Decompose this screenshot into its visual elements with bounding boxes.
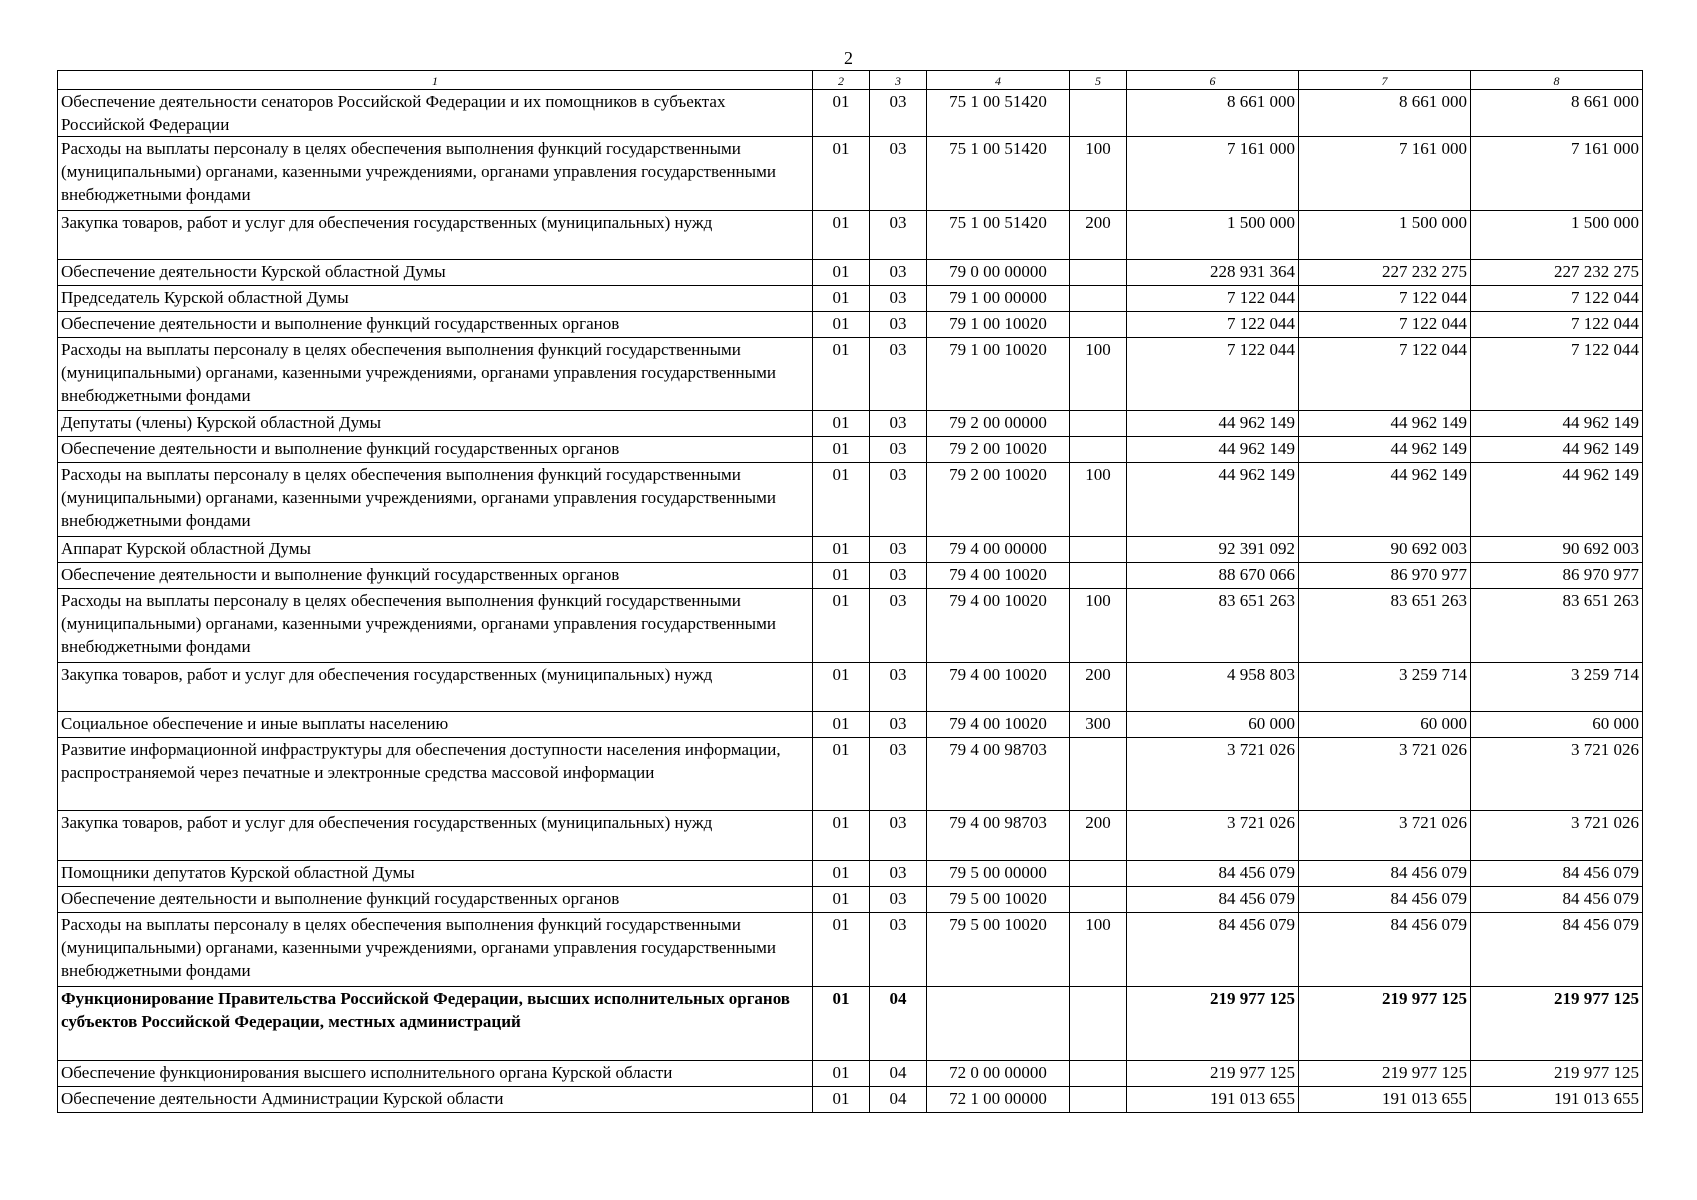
amount-year-3-cell: 219 977 125	[1471, 987, 1643, 1061]
target-article-cell: 79 1 00 10020	[927, 338, 1070, 411]
amount-year-3-cell: 7 161 000	[1471, 137, 1643, 211]
target-article-cell: 79 4 00 10020	[927, 589, 1070, 663]
table-row	[58, 312, 1643, 338]
amount-year-1-cell: 83 651 263	[1127, 589, 1299, 663]
table-row	[58, 537, 1643, 563]
expense-type-cell	[1070, 537, 1127, 563]
expense-type-cell	[1070, 987, 1127, 1061]
section-code-cell: 01	[813, 913, 870, 987]
amount-year-1-cell: 191 013 655	[1127, 1087, 1299, 1113]
column-header-3: 3	[870, 71, 927, 90]
target-article-cell: 79 4 00 10020	[927, 663, 1070, 712]
amount-year-2-cell: 3 721 026	[1299, 811, 1471, 861]
row-name-cell: Расходы на выплаты персоналу в целях обеспечения выполнения функций государственными (муниципальными) органами, казенными учреждениями, органами управления государственными внебюджетными фондами	[58, 338, 813, 411]
amount-year-2-cell: 7 161 000	[1299, 137, 1471, 211]
amount-year-2-cell: 90 692 003	[1299, 537, 1471, 563]
table-row	[58, 811, 1643, 861]
subsection-code-cell: 03	[870, 712, 927, 738]
subsection-code-cell: 03	[870, 887, 927, 913]
subsection-code-cell: 03	[870, 913, 927, 987]
row-name-cell: Обеспечение деятельности и выполнение функций государственных органов	[58, 887, 813, 913]
amount-year-2-cell: 44 962 149	[1299, 411, 1471, 437]
table-row	[58, 463, 1643, 537]
target-article-cell: 79 2 00 10020	[927, 437, 1070, 463]
table-row	[58, 211, 1643, 260]
subsection-code-cell: 03	[870, 861, 927, 887]
table-row	[58, 861, 1643, 887]
row-name-cell: Обеспечение деятельности и выполнение функций государственных органов	[58, 563, 813, 589]
amount-year-3-cell: 3 721 026	[1471, 811, 1643, 861]
amount-year-1-cell: 88 670 066	[1127, 563, 1299, 589]
table-row	[58, 563, 1643, 589]
amount-year-3-cell: 84 456 079	[1471, 887, 1643, 913]
amount-year-3-cell: 7 122 044	[1471, 312, 1643, 338]
expense-type-cell: 100	[1070, 137, 1127, 211]
amount-year-1-cell: 7 122 044	[1127, 338, 1299, 411]
expense-type-cell	[1070, 312, 1127, 338]
section-code-cell: 01	[813, 437, 870, 463]
amount-year-3-cell: 191 013 655	[1471, 1087, 1643, 1113]
column-header-4: 4	[927, 71, 1070, 90]
amount-year-2-cell: 7 122 044	[1299, 312, 1471, 338]
amount-year-1-cell: 4 958 803	[1127, 663, 1299, 712]
amount-year-1-cell: 44 962 149	[1127, 411, 1299, 437]
target-article-cell: 79 2 00 10020	[927, 463, 1070, 537]
section-code-cell: 01	[813, 260, 870, 286]
row-name-cell: Расходы на выплаты персоналу в целях обеспечения выполнения функций государственными (муниципальными) органами, казенными учреждениями, органами управления государственными внебюджетными фондами	[58, 589, 813, 663]
table-row	[58, 913, 1643, 987]
row-name-cell: Социальное обеспечение и иные выплаты населению	[58, 712, 813, 738]
table-row	[58, 712, 1643, 738]
amount-year-3-cell: 227 232 275	[1471, 260, 1643, 286]
amount-year-1-cell: 219 977 125	[1127, 1061, 1299, 1087]
section-code-cell: 01	[813, 987, 870, 1061]
target-article-cell: 79 1 00 10020	[927, 312, 1070, 338]
row-name-cell: Аппарат Курской областной Думы	[58, 537, 813, 563]
target-article-cell: 79 5 00 10020	[927, 887, 1070, 913]
table-row	[58, 286, 1643, 312]
amount-year-1-cell: 92 391 092	[1127, 537, 1299, 563]
amount-year-2-cell: 44 962 149	[1299, 437, 1471, 463]
target-article-cell	[927, 987, 1070, 1061]
row-name-cell: Обеспечение деятельности Администрации Курской области	[58, 1087, 813, 1113]
subsection-code-cell: 03	[870, 811, 927, 861]
amount-year-2-cell: 219 977 125	[1299, 987, 1471, 1061]
subsection-code-cell: 03	[870, 260, 927, 286]
row-name-cell: Закупка товаров, работ и услуг для обеспечения государственных (муниципальных) нужд	[58, 211, 813, 260]
column-header-8: 8	[1471, 71, 1643, 90]
table-row	[58, 338, 1643, 411]
table-body	[58, 90, 1643, 1113]
expense-type-cell	[1070, 887, 1127, 913]
row-name-cell: Расходы на выплаты персоналу в целях обеспечения выполнения функций государственными (муниципальными) органами, казенными учреждениями, органами управления государственными внебюджетными фондами	[58, 463, 813, 537]
table-row	[58, 260, 1643, 286]
section-code-cell: 01	[813, 537, 870, 563]
target-article-cell: 79 5 00 00000	[927, 861, 1070, 887]
section-code-cell: 01	[813, 861, 870, 887]
target-article-cell: 79 5 00 10020	[927, 913, 1070, 987]
expense-type-cell	[1070, 1087, 1127, 1113]
amount-year-2-cell: 3 259 714	[1299, 663, 1471, 712]
amount-year-3-cell: 3 259 714	[1471, 663, 1643, 712]
subsection-code-cell: 03	[870, 463, 927, 537]
table-row	[58, 1087, 1643, 1113]
section-code-cell: 01	[813, 811, 870, 861]
budget-table	[57, 70, 1643, 1113]
expense-type-cell	[1070, 286, 1127, 312]
amount-year-2-cell: 191 013 655	[1299, 1087, 1471, 1113]
target-article-cell: 79 4 00 00000	[927, 537, 1070, 563]
table-row	[58, 887, 1643, 913]
expense-type-cell: 200	[1070, 811, 1127, 861]
table-row	[58, 137, 1643, 211]
expense-type-cell	[1070, 411, 1127, 437]
subsection-code-cell: 03	[870, 211, 927, 260]
target-article-cell: 79 1 00 00000	[927, 286, 1070, 312]
table-row	[58, 437, 1643, 463]
section-code-cell: 01	[813, 712, 870, 738]
subsection-code-cell: 03	[870, 411, 927, 437]
expense-type-cell	[1070, 738, 1127, 811]
table-row	[58, 90, 1643, 137]
section-code-cell: 01	[813, 1061, 870, 1087]
amount-year-1-cell: 7 161 000	[1127, 137, 1299, 211]
row-name-cell: Депутаты (члены) Курской областной Думы	[58, 411, 813, 437]
row-name-cell: Помощники депутатов Курской областной Думы	[58, 861, 813, 887]
section-code-cell: 01	[813, 137, 870, 211]
amount-year-3-cell: 86 970 977	[1471, 563, 1643, 589]
column-header-2: 2	[813, 71, 870, 90]
amount-year-3-cell: 1 500 000	[1471, 211, 1643, 260]
target-article-cell: 75 1 00 51420	[927, 211, 1070, 260]
amount-year-2-cell: 84 456 079	[1299, 913, 1471, 987]
amount-year-2-cell: 7 122 044	[1299, 286, 1471, 312]
expense-type-cell	[1070, 260, 1127, 286]
subsection-code-cell: 03	[870, 312, 927, 338]
subsection-code-cell: 03	[870, 589, 927, 663]
expense-type-cell: 200	[1070, 663, 1127, 712]
target-article-cell: 75 1 00 51420	[927, 137, 1070, 211]
table-row	[58, 411, 1643, 437]
amount-year-3-cell: 83 651 263	[1471, 589, 1643, 663]
row-name-cell: Обеспечение функционирования высшего исполнительного органа Курской области	[58, 1061, 813, 1087]
row-name-cell: Закупка товаров, работ и услуг для обеспечения государственных (муниципальных) нужд	[58, 811, 813, 861]
section-code-cell: 01	[813, 90, 870, 137]
target-article-cell: 79 4 00 10020	[927, 712, 1070, 738]
amount-year-2-cell: 7 122 044	[1299, 338, 1471, 411]
amount-year-3-cell: 7 122 044	[1471, 338, 1643, 411]
section-code-cell: 01	[813, 887, 870, 913]
amount-year-3-cell: 7 122 044	[1471, 286, 1643, 312]
amount-year-2-cell: 3 721 026	[1299, 738, 1471, 811]
subsection-code-cell: 03	[870, 663, 927, 712]
row-name-cell: Расходы на выплаты персоналу в целях обеспечения выполнения функций государственными (муниципальными) органами, казенными учреждениями, органами управления государственными внебюджетными фондами	[58, 137, 813, 211]
amount-year-3-cell: 84 456 079	[1471, 913, 1643, 987]
expense-type-cell	[1070, 1061, 1127, 1087]
subsection-code-cell: 04	[870, 1087, 927, 1113]
amount-year-3-cell: 84 456 079	[1471, 861, 1643, 887]
amount-year-3-cell: 8 661 000	[1471, 90, 1643, 137]
section-code-cell: 01	[813, 463, 870, 537]
subsection-code-cell: 03	[870, 338, 927, 411]
row-name-cell: Обеспечение деятельности сенаторов Российской Федерации и их помощников в субъектах Российской Федерации	[58, 90, 813, 137]
amount-year-1-cell: 7 122 044	[1127, 286, 1299, 312]
subsection-code-cell: 03	[870, 137, 927, 211]
subsection-code-cell: 03	[870, 437, 927, 463]
subsection-code-cell: 03	[870, 286, 927, 312]
amount-year-2-cell: 60 000	[1299, 712, 1471, 738]
amount-year-2-cell: 44 962 149	[1299, 463, 1471, 537]
column-header-1: 1	[58, 71, 813, 90]
expense-type-cell: 300	[1070, 712, 1127, 738]
table-row	[58, 987, 1643, 1061]
expense-type-cell	[1070, 563, 1127, 589]
amount-year-1-cell: 3 721 026	[1127, 811, 1299, 861]
row-name-cell: Развитие информационной инфраструктуры для обеспечения доступности населения информации, распространяемой через печатные и электронные средства массовой информации	[58, 738, 813, 811]
table-row	[58, 738, 1643, 811]
amount-year-3-cell: 90 692 003	[1471, 537, 1643, 563]
target-article-cell: 79 4 00 98703	[927, 738, 1070, 811]
amount-year-1-cell: 3 721 026	[1127, 738, 1299, 811]
column-number-row	[58, 71, 1643, 90]
amount-year-2-cell: 84 456 079	[1299, 887, 1471, 913]
row-name-cell: Обеспечение деятельности и выполнение функций государственных органов	[58, 312, 813, 338]
row-name-cell: Председатель Курской областной Думы	[58, 286, 813, 312]
section-code-cell: 01	[813, 1087, 870, 1113]
section-code-cell: 01	[813, 286, 870, 312]
amount-year-3-cell: 44 962 149	[1471, 411, 1643, 437]
amount-year-1-cell: 7 122 044	[1127, 312, 1299, 338]
row-name-cell: Обеспечение деятельности Курской областной Думы	[58, 260, 813, 286]
subsection-code-cell: 04	[870, 987, 927, 1061]
column-header-7: 7	[1299, 71, 1471, 90]
target-article-cell: 79 4 00 98703	[927, 811, 1070, 861]
expense-type-cell	[1070, 437, 1127, 463]
table-row	[58, 1061, 1643, 1087]
subsection-code-cell: 03	[870, 738, 927, 811]
target-article-cell: 79 2 00 00000	[927, 411, 1070, 437]
amount-year-3-cell: 219 977 125	[1471, 1061, 1643, 1087]
amount-year-2-cell: 83 651 263	[1299, 589, 1471, 663]
amount-year-2-cell: 84 456 079	[1299, 861, 1471, 887]
table-row	[58, 663, 1643, 712]
target-article-cell: 75 1 00 51420	[927, 90, 1070, 137]
amount-year-3-cell: 60 000	[1471, 712, 1643, 738]
amount-year-1-cell: 60 000	[1127, 712, 1299, 738]
expense-type-cell: 200	[1070, 211, 1127, 260]
section-code-cell: 01	[813, 411, 870, 437]
target-article-cell: 79 4 00 10020	[927, 563, 1070, 589]
row-name-cell: Обеспечение деятельности и выполнение функций государственных органов	[58, 437, 813, 463]
section-code-cell: 01	[813, 312, 870, 338]
row-name-cell: Расходы на выплаты персоналу в целях обеспечения выполнения функций государственными (муниципальными) органами, казенными учреждениями, органами управления государственными внебюджетными фондами	[58, 913, 813, 987]
amount-year-2-cell: 219 977 125	[1299, 1061, 1471, 1087]
amount-year-2-cell: 8 661 000	[1299, 90, 1471, 137]
amount-year-2-cell: 1 500 000	[1299, 211, 1471, 260]
amount-year-1-cell: 44 962 149	[1127, 437, 1299, 463]
target-article-cell: 72 1 00 00000	[927, 1087, 1070, 1113]
amount-year-1-cell: 84 456 079	[1127, 861, 1299, 887]
section-code-cell: 01	[813, 563, 870, 589]
subsection-code-cell: 04	[870, 1061, 927, 1087]
section-code-cell: 01	[813, 211, 870, 260]
amount-year-2-cell: 86 970 977	[1299, 563, 1471, 589]
page-number: 2	[844, 48, 853, 68]
subsection-code-cell: 03	[870, 563, 927, 589]
amount-year-3-cell: 44 962 149	[1471, 437, 1643, 463]
amount-year-1-cell: 219 977 125	[1127, 987, 1299, 1061]
amount-year-2-cell: 227 232 275	[1299, 260, 1471, 286]
row-name-cell: Закупка товаров, работ и услуг для обеспечения государственных (муниципальных) нужд	[58, 663, 813, 712]
amount-year-1-cell: 228 931 364	[1127, 260, 1299, 286]
amount-year-1-cell: 44 962 149	[1127, 463, 1299, 537]
table-row	[58, 589, 1643, 663]
amount-year-1-cell: 1 500 000	[1127, 211, 1299, 260]
column-header-6: 6	[1127, 71, 1299, 90]
expense-type-cell: 100	[1070, 338, 1127, 411]
subsection-code-cell: 03	[870, 537, 927, 563]
expense-type-cell	[1070, 861, 1127, 887]
amount-year-1-cell: 84 456 079	[1127, 887, 1299, 913]
expense-type-cell: 100	[1070, 463, 1127, 537]
amount-year-3-cell: 44 962 149	[1471, 463, 1643, 537]
section-code-cell: 01	[813, 338, 870, 411]
target-article-cell: 72 0 00 00000	[927, 1061, 1070, 1087]
expense-type-cell: 100	[1070, 589, 1127, 663]
section-code-cell: 01	[813, 738, 870, 811]
section-code-cell: 01	[813, 589, 870, 663]
column-header-5: 5	[1070, 71, 1127, 90]
amount-year-1-cell: 8 661 000	[1127, 90, 1299, 137]
amount-year-3-cell: 3 721 026	[1471, 738, 1643, 811]
expense-type-cell: 100	[1070, 913, 1127, 987]
subsection-code-cell: 03	[870, 90, 927, 137]
row-name-cell: Функционирование Правительства Российской Федерации, высших исполнительных органов субъектов Российской Федерации, местных администраций	[58, 987, 813, 1061]
section-code-cell: 01	[813, 663, 870, 712]
amount-year-1-cell: 84 456 079	[1127, 913, 1299, 987]
expense-type-cell	[1070, 90, 1127, 137]
target-article-cell: 79 0 00 00000	[927, 260, 1070, 286]
